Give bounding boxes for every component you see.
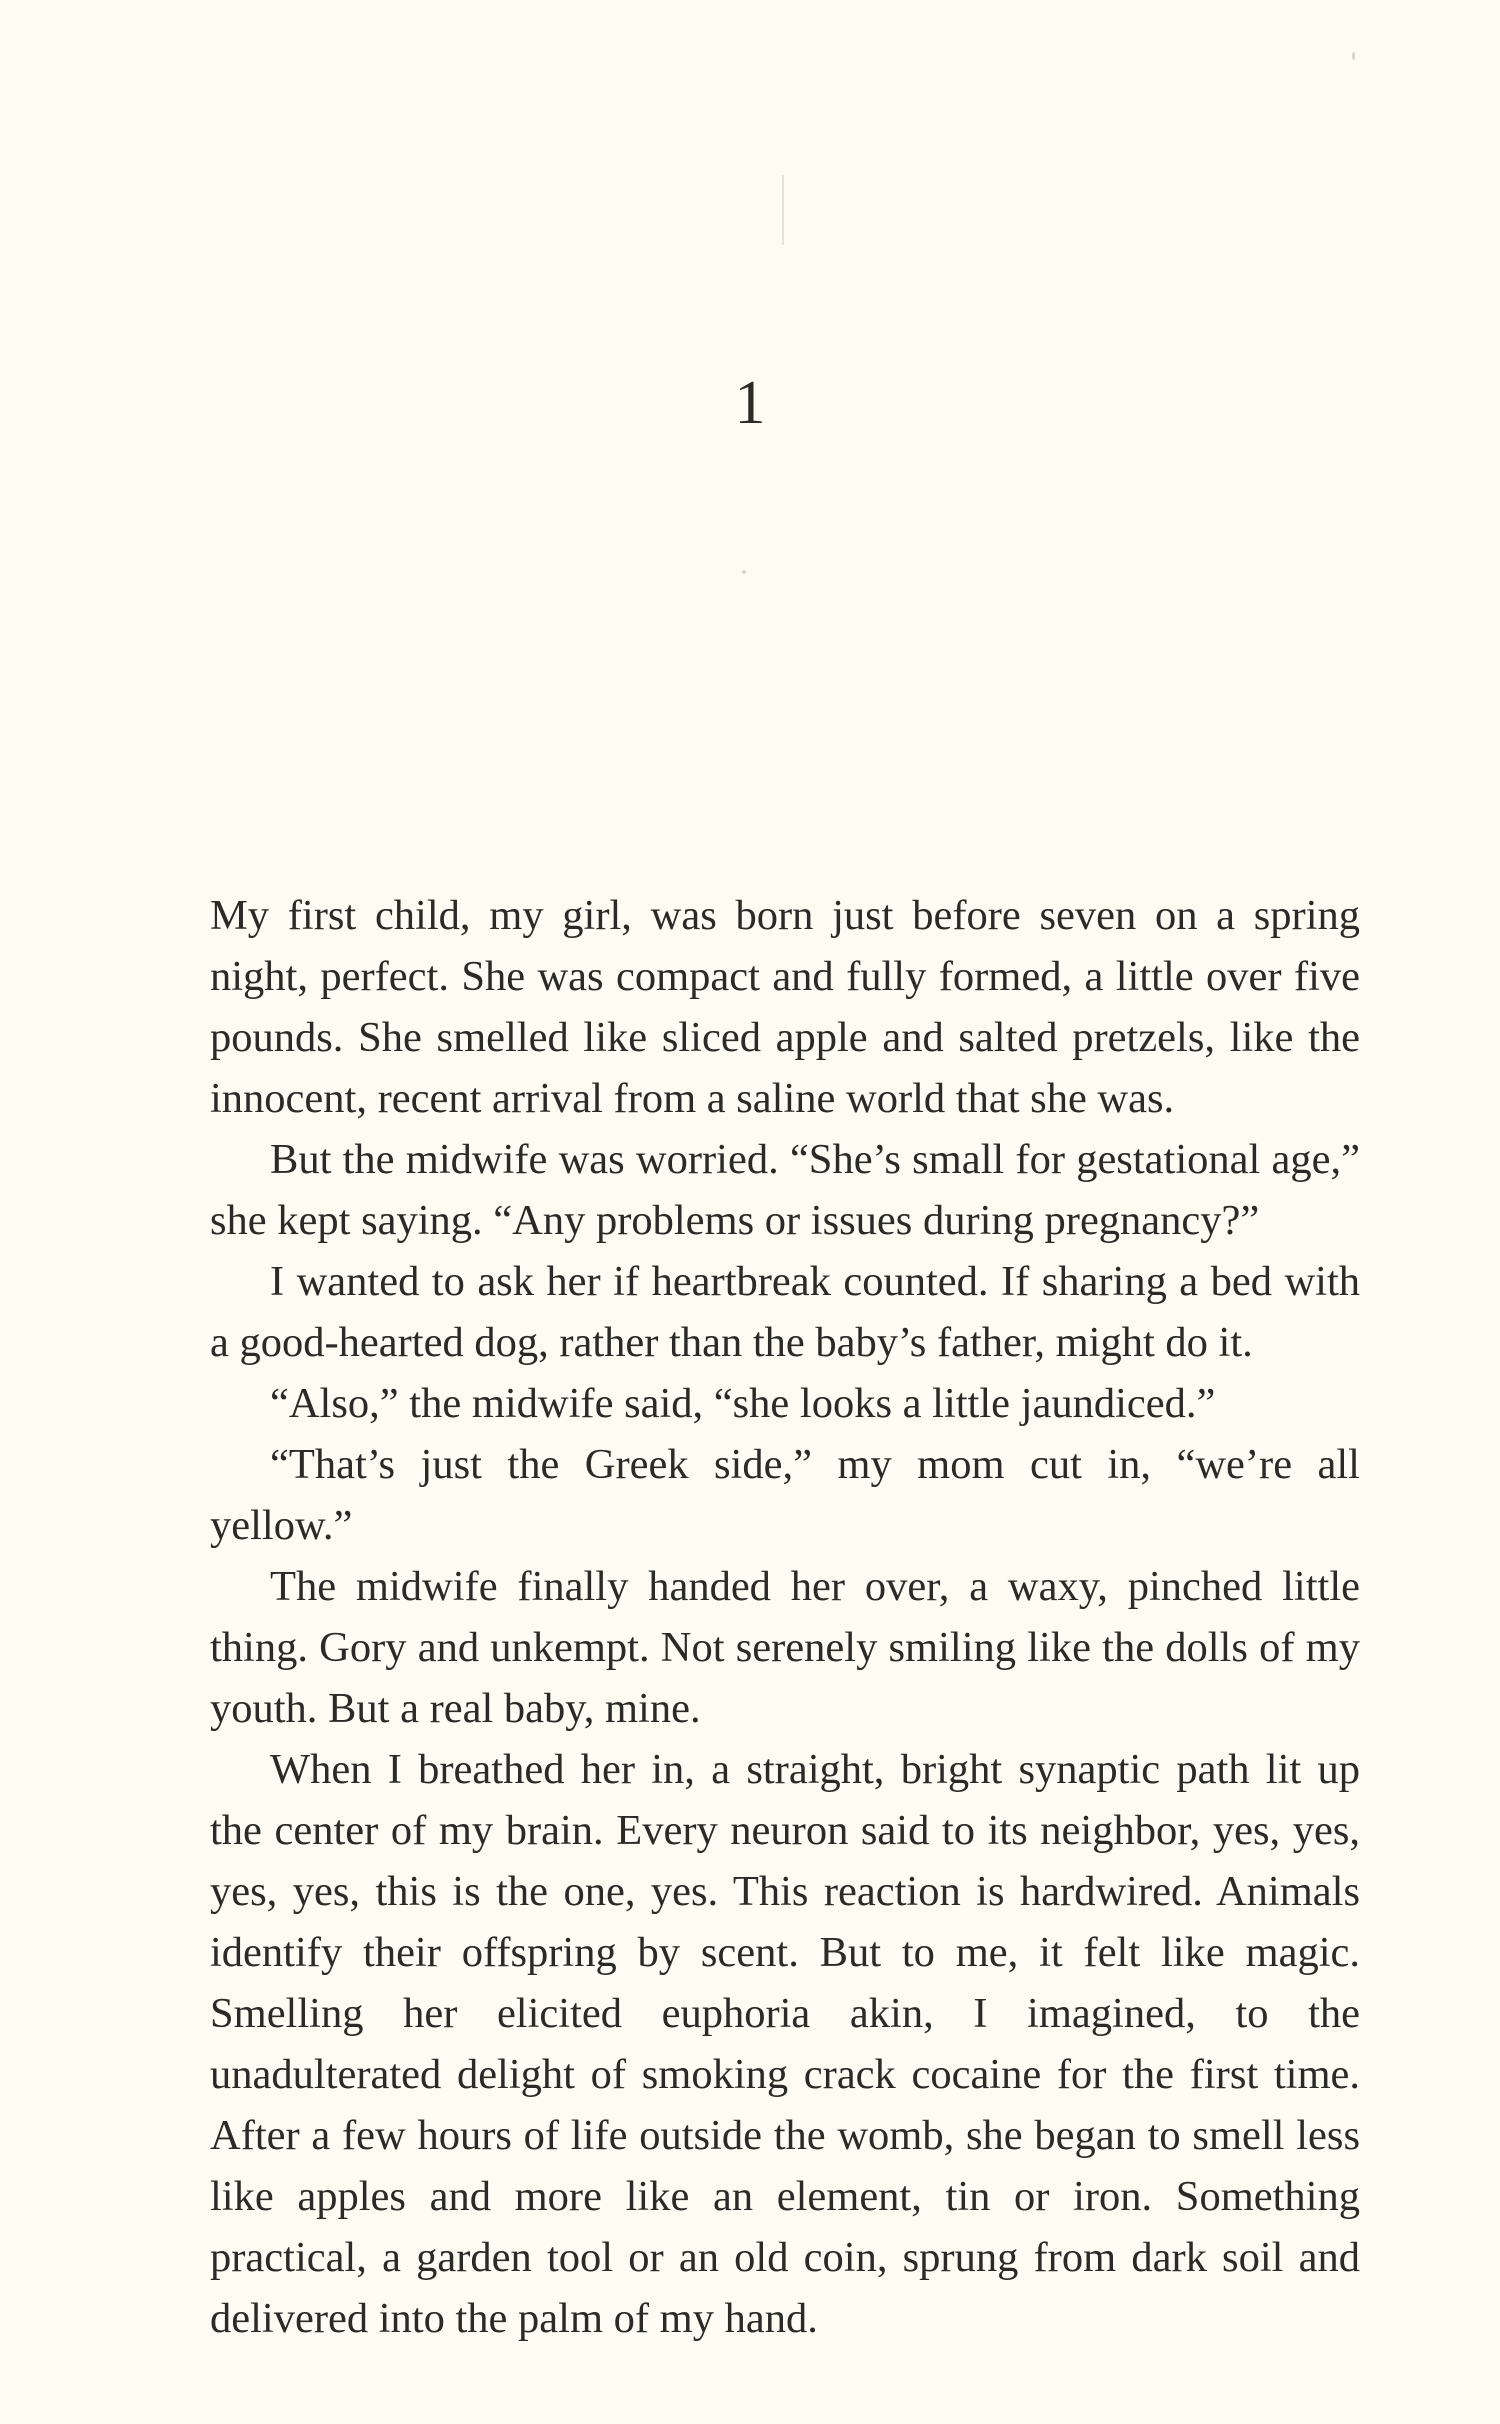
- scan-speck: [782, 175, 784, 245]
- paragraph: “Also,” the midwife said, “she looks a little jaundiced.”: [270, 1380, 1216, 1427]
- paragraph: I wanted to ask her if heartbreak counted. If sharing a bed with a good-hearted dog, rather than the baby’s father, might do it.: [210, 1258, 1360, 1366]
- paragraph: But the midwife was worried. “She’s small for gestational age,” she kept saying. “Any problems or issues during pregnancy?”: [210, 1136, 1360, 1244]
- chapter-body: [210, 885, 1360, 2349]
- chapter-number: 1: [734, 369, 766, 437]
- paragraph: The midwife finally handed her over, a waxy, pinched little thing. Gory and unkempt. Not serenely smiling like the dolls of my youth. But a real baby, mine.: [210, 1563, 1360, 1732]
- scan-speck: [1352, 52, 1355, 60]
- paragraph: When I breathed her in, a straight, bright synaptic path lit up the center of my brain. Every neuron said to its neighbor, yes, yes, yes, yes, this is the one, yes. This reaction is hardwired. Animals identify their offspring by scent. But to me, it felt like magic. Smelling her elicited euphoria akin, I imagined, to the unadulterated delight of smoking crack cocaine for the first time. After a few hours of life outside the womb, she began to smell less like apples and more like an element, tin or iron. Something practical, a garden tool or an old coin, sprung from dark soil and delivered into the palm of my hand.: [210, 1746, 1360, 2342]
- paragraph: “That’s just the Greek side,” my mom cut in, “we’re all yellow.”: [210, 1441, 1360, 1549]
- scan-speck: [742, 570, 746, 574]
- paragraph: My first child, my girl, was born just before seven on a spring night, perfect. She was compact and fully formed, a little over five pounds. She smelled like sliced apple and salted pretzels, like the innocent, recent arrival from a saline world that she was.: [210, 892, 1360, 1122]
